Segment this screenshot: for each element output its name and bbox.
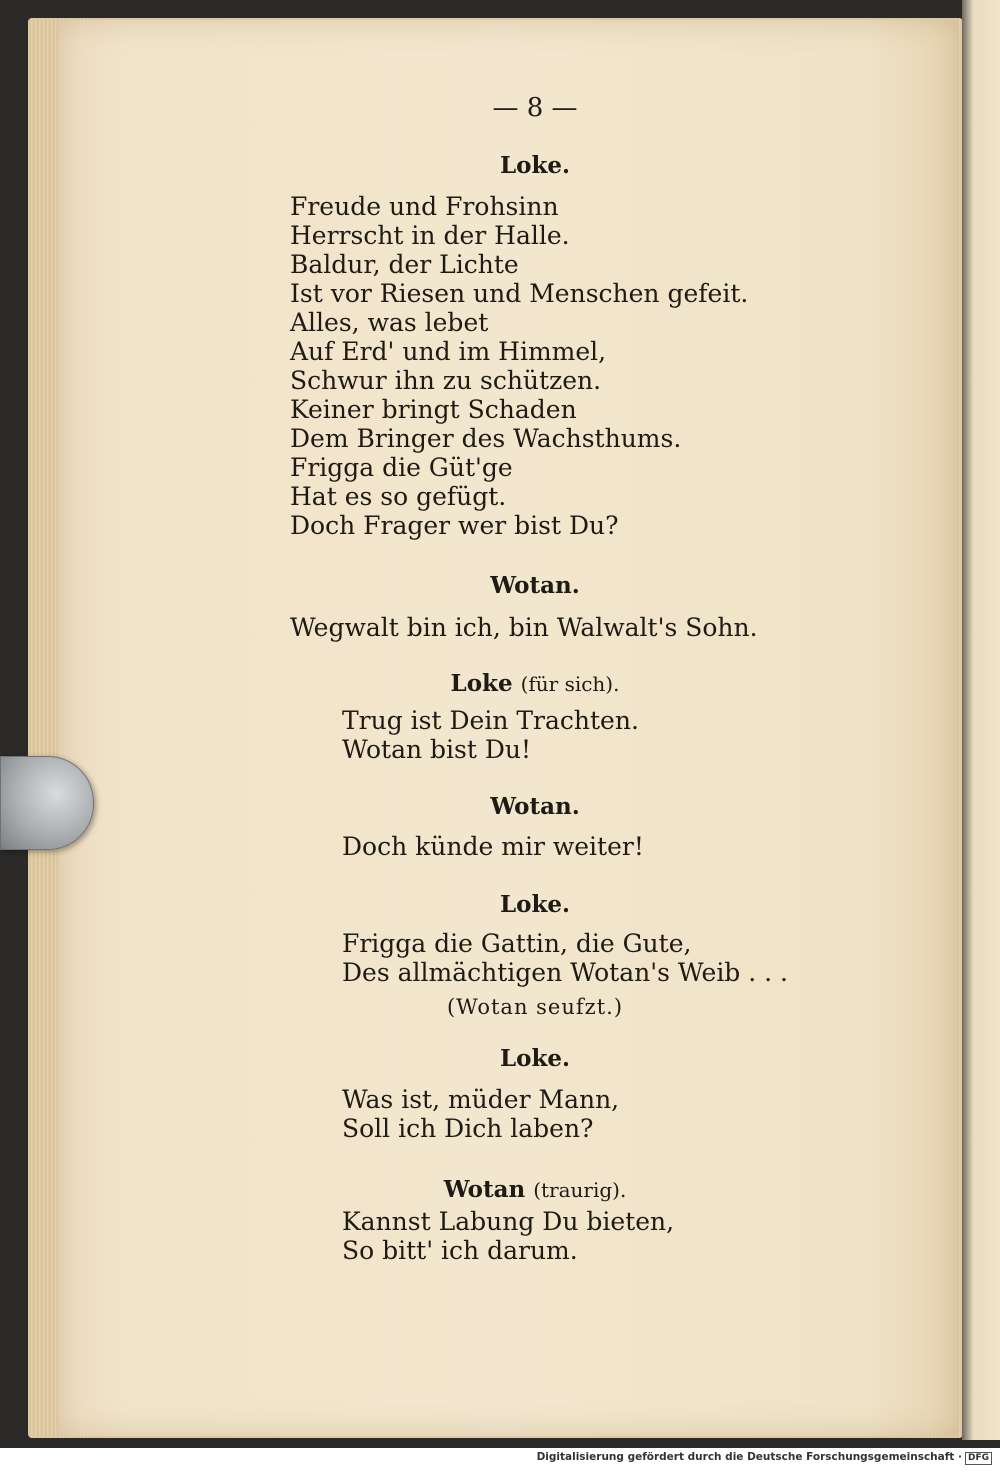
speaker-heading — [285, 1174, 785, 1205]
paper-clip-image — [0, 756, 94, 850]
verse-line: So bitt' ich darum. — [342, 1236, 578, 1265]
verse-line: Ist vor Riesen und Menschen gefeit. — [290, 279, 749, 308]
dfg-logo: DFG — [965, 1452, 992, 1465]
verse-line: Keiner bringt Schaden — [290, 395, 577, 424]
speaker-heading: Wotan. — [490, 793, 580, 820]
verse-line: Freude und Frohsinn — [290, 192, 559, 221]
speaker-heading — [285, 668, 785, 699]
credit-text: Digitalisierung gefördert durch die Deutsche Forschungsgemeinschaft · — [536, 1451, 962, 1463]
speaker-name: Loke — [450, 670, 513, 697]
page-number: — 8 — — [492, 93, 578, 123]
facing-page-edge — [962, 0, 1000, 1440]
verse-line: Soll ich Dich laben? — [342, 1114, 594, 1143]
verse-line: Wegwalt bin ich, bin Walwalt's Sohn. — [290, 613, 758, 642]
verse-line: Dem Bringer des Wachsthums. — [290, 424, 682, 453]
verse-line: Doch künde mir weiter! — [342, 832, 644, 861]
verse-line: Des allmächtigen Wotan's Weib . . . — [342, 958, 788, 987]
speaker-heading: Loke. — [499, 1045, 571, 1072]
verse-line: Frigga die Güt'ge — [290, 453, 513, 482]
verse-line: Trug ist Dein Trachten. — [342, 706, 639, 735]
verse-line: Herrscht in der Halle. — [290, 221, 570, 250]
verse-line: Schwur ihn zu schützen. — [290, 366, 602, 395]
verse-line: Auf Erd' und im Himmel, — [290, 337, 607, 366]
stage-direction: (Wotan seufzt.) — [446, 995, 624, 1019]
verse-line: Wotan bist Du! — [342, 735, 532, 764]
footer-bar — [0, 1448, 1000, 1475]
verse-line: Baldur, der Lichte — [290, 250, 519, 279]
verse-line: Hat es so gefügt. — [290, 482, 507, 511]
verse-line: Doch Frager wer bist Du? — [290, 511, 619, 540]
speaker-heading: Loke. — [499, 152, 571, 179]
verse-line: Kannst Labung Du bieten, — [342, 1207, 675, 1236]
verse-line: Was ist, müder Mann, — [342, 1085, 620, 1114]
speaker-name: Wotan — [443, 1176, 526, 1203]
verse-line: Alles, was lebet — [290, 308, 489, 337]
verse-line: Frigga die Gattin, die Gute, — [342, 929, 692, 958]
speaker-heading: Loke. — [499, 891, 571, 918]
stage-direction: (traurig). — [533, 1178, 627, 1202]
funding-credit — [537, 1451, 992, 1465]
stage-direction: (für sich). — [520, 672, 620, 696]
speaker-heading: Wotan. — [490, 572, 580, 599]
